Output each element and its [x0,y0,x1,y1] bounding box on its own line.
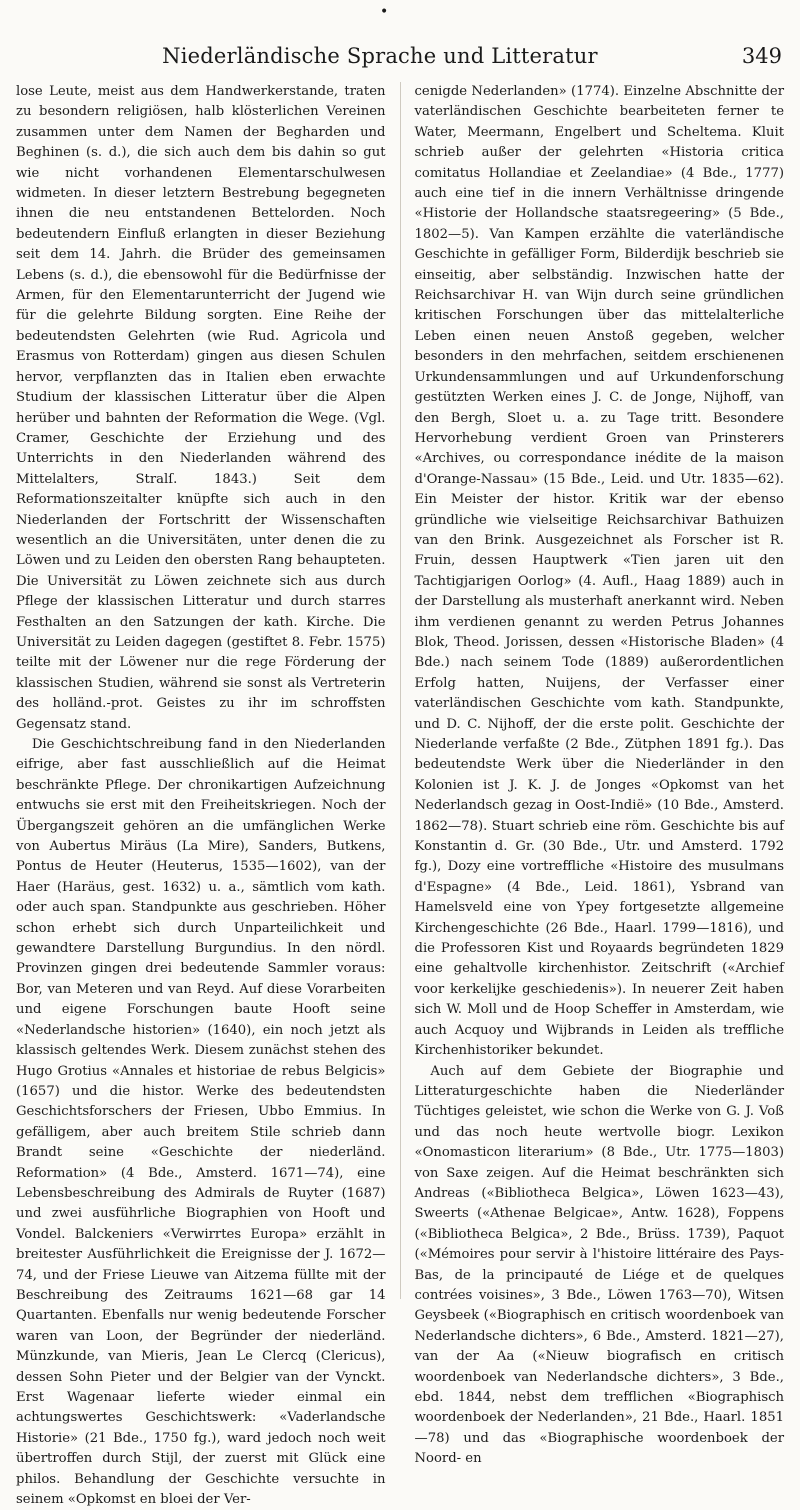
running-header [18,44,782,68]
paragraph: Auch auf dem Gebiete der Biographie und Litteraturgeschichte haben die Niederländer Tüchtiges geleistet, wie schon die Werke von G. J. Voß und das noch heute wertvolle biogr. Lexikon «Onomasticon literarium» (8 Bde., Utr. 1775—1803) von Saxe zeigen. Auf die Heimat beschränkten sich Andreas («Bibliotheca Belgica», Löwen 1623—43), Sweerts («Athenae Belgicae», Antw. 1628), Foppens («Bibliotheca Belgica», 2 Bde., Brüss. 1739), Paquot («Mémoires pour servir à l'histoire littéraire des Pays-Bas, de la principauté de Liége et de quelques contrées voisines», 3 Bde., Löwen 1763—70), Witsen Geysbeek («Biographisch en critisch woordenboek van Nederlandsche dichters», 6 Bde., Amsterd. 1821—27), van der Aa («Nieuw biografisch en critisch woordenboek van Nederlandsche dichters», 3 Bde., ebd. 1844, nebst dem trefflichen «Biographisch woordenboek der Nederlanden», 21 Bde., Haarl. 1851—78) und das «Biographische woordenboek der Noord- en [414,1063,784,1467]
paragraph: Die Geschichtschreibung fand in den Niederlanden eifrige, aber fast ausschließlich auf die Heimat beschränkte Pflege. Der chronikartigen Aufzeichnung entwuchs sie erst mit den Freiheitskriegen. Noch der Übergangszeit gehören an die umfänglichen Werke von Aubertus Miräus (La Mire), Sanders, Butkens, Pontus de Heuter (Heuterus, 1535—1602), van der Haer (Haräus, gest. 1632) u. a., sämtlich vom kath. oder auch span. Standpunkte aus geschrieben. Höher schon erhebt sich durch Unparteilichkeit und gewandtere Darstellung Burgundius. In den nördl. Provinzen gingen drei bedeutende Sammler voraus: Bor, van Meteren und van Reyd. Auf diese Vorarbeiten und eigene Forschungen baute Hooft seine «Nederlandsche historien» (1640), ein noch jetzt als klassisch geltendes Werk. Diesem zunächst stehen des Hugo Grotius «Annales et historiae de rebus Belgicis» (1657) und die histor. Werke des bedeutendsten Geschichtsforschers der Friesen, Ubbo Emmius. In gefälligem, aber auch breitem Stile schrieb dann Brandt seine «Geschichte der niederländ. Reformation» (4 Bde., Amsterd. 1671—74), eine Lebensbeschreibung des Admirals de Ruyter (1687) und zwei ausführliche Biographien von Hooft und Vondel. Balckeniers «Verwirrtes Europa» erzählt in breitester Ausführlichkeit die Ereignisse der J. 1672—74, und der Friese Lieuwe van Aitzema füllte mit der Beschreibung des Zeitraums 1621—68 gar 14 Quartanten. Ebenfalls nur wenig bedeutende Forscher waren van Loon, der Begründer der niederländ. Münzkunde, van Mieris, Jean Le Clercq (Clericus), dessen Sohn Pieter und der Belgier van der Vynckt. Erst Wagenaar lieferte wieder einmal ein achtungswertes Geschichtswerk: «Vaderlandsche Historie» (21 Bde., 1750 fg.), ward jedoch noch weit übertroffen durch Stijl, der zuerst mit Glück eine philos. Behandlung der Geschichte versuchte in seinem «Opkomst en bloei der Ver- [16,737,386,1508]
page-title: Niederländische Sprache und Litteratur [162,44,598,68]
page-number: 349 [741,44,782,68]
left-column [16,82,386,1508]
paragraph: lose Leute, meist aus dem Handwerkerstande, traten zu besondern religiösen, halb klösterlichen Vereinen zusammen unter dem Namen der Begharden und Beghinen (s. d.), die sich auch dem bis dahin so gut wie nicht vorhandenen Elementarschulwesen widmeten. In dieser letztern Bestrebung begegneten ihnen die neu entstandenen Bettelorden. Noch bedeutendern Einfluß erlangten in dieser Beziehung seit dem 14. Jahrh. die Brüder des gemeinsamen Lebens (s. d.), die ebensowohl für die Bedürfnisse der Armen, für den Elementarunterricht der Jugend wie für die gelehrte Bildung sorgten. Eine Reihe der bedeutendsten Gelehrten (wie Rud. Agricola und Erasmus von Rotterdam) gingen aus diesen Schulen hervor, verpflanzten das in Italien eben erwachte Studium der klassischen Litteratur über die Alpen herüber und bahnten der Reformation die Wege. (Vgl. Cramer, Geschichte der Erziehung und des Unterrichts in den Niederlanden während des Mittelalters, Stralſ. 1843.) Seit dem Reformationszeitalter knüpfte sich auch in den Niederlanden der Fortschritt der Wissenschaften wesentlich an die Universitäten, unter denen die zu Löwen und zu Leiden den obersten Rang behaupteten. Die Universität zu Löwen zeichnete sich aus durch Pflege der klassischen Litteratur und durch starres Festhalten an den Satzungen der kath. Kirche. Die Universität zu Leiden dagegen (gestiftet 8. Febr. 1575) teilte mit der Löwener nur die rege Förderung der klassischen Studien, während sie sonst als Vertreterin des holländ.-prot. Geistes zu ihr im schroffsten Gegensatz stand. [16,84,386,732]
right-column [414,82,785,1467]
column-divider [400,82,401,1299]
text-columns [16,82,784,1508]
decorative-dot: • [380,4,389,20]
paragraph: cenigde Nederlanden» (1774). Einzelne Abschnitte der vaterländischen Geschichte bearbeiteten ferner te Water, Meermann, Engelbert und Scheltema. Kluit schrieb außer der gelehrten «Historia critica comitatus Hollandiae et Zeelandiae» (4 Bde., 1777) auch eine tief in die innern Verhältnisse dringende «Historie der Hollandsche staatsregeering» (5 Bde., 1802—5). Van Kampen erzählte die vaterländische Geschichte in gefälliger Form, Bilderdijk beschrieb sie einseitig, aber selbständig. Inzwischen hatte der Reichsarchivar H. van Wijn durch seine gründlichen kritischen Forschungen über das mittelalterliche Leben einen neuen Anstoß gegeben, welcher besonders in den mehrfachen, seitdem erschienenen Urkundensammlungen und auf Urkundenforschung gestützten Werken eines J. C. de Jonge, Nijhoff, van den Bergh, Sloet u. a. zu Tage tritt. Besondere Hervorhebung verdient Groen van Prinsterers «Archives, ou correspondance inédite de la maison d'Orange-Nassau» (15 Bde., Leid. und Utr. 1835—62). Ein Meister der histor. Kritik war der ebenso gründliche wie vielseitige Reichsarchivar Bathuizen van den Brink. Ausgezeichnet als Forscher ist R. Fruin, dessen Hauptwerk «Tien jaren uit den Tachtigjarigen Oorlog» (4. Aufl., Haag 1889) auch in der Darstellung als musterhaft anerkannt wird. Neben ihm verdienen genannt zu werden Petrus Johannes Blok, Theod. Jorissen, dessen «Historische Bladen» (4 Bde.) nach seinem Tode (1889) außerordentlichen Erfolg hatten, Nuijens, der Verfasser einer vaterländischen Geschichte vom kath. Standpunkte, und D. C. Nijhoff, der die erste polit. Geschichte der Niederlande verfaßte (2 Bde., Zütphen 1891 fg.). Das bedeutendste Werk über die Niederländer in den Kolonien ist J. K. J. de Jonges «Opkomst van het Nederlandsch gezag in Oost-Indië» (10 Bde., Amsterd. 1862—78). Stuart schrieb eine röm. Geschichte bis auf Konstantin d. Gr. (30 Bde., Utr. und Amsterd. 1792 fg.), Dozy eine vortreffliche «Histoire des musulmans d'Espagne» (4 Bde., Leid. 1861), Ysbrand van Hamelsveld eine von Ypey fortgesetzte allgemeine Kirchengeschichte (26 Bde., Haarl. 1799—1816), und die Professoren Kist und Royaards begründeten 1829 eine gehaltvolle kirchenhistor. Zeitschrift («Archief voor kerkelijke geschiedenis»). In neuerer Zeit haben sich W. Moll und de Hoop Scheffer in Amsterdam, wie auch Acquoy und Wijbrands in Leiden als treffliche Kirchenhistoriker bekundet. [414,84,784,1059]
